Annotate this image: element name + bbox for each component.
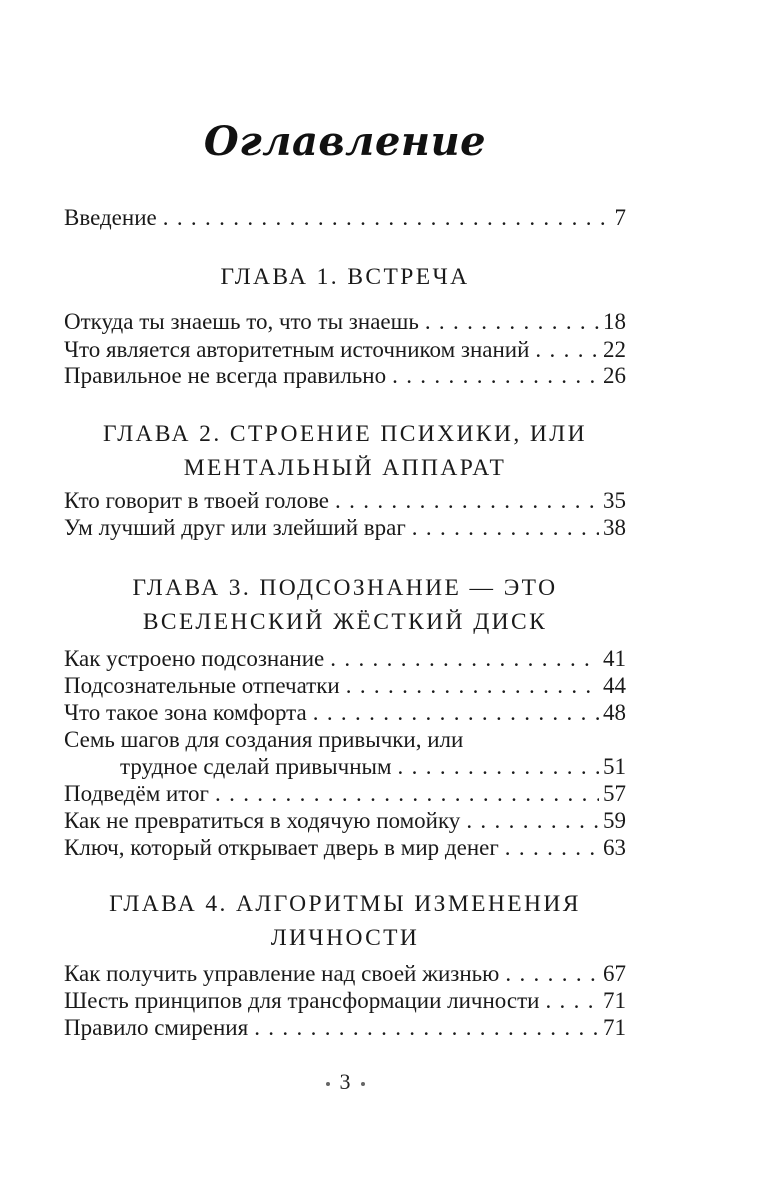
dot-leader (425, 308, 599, 336)
toc-entry-label: Введение (64, 205, 157, 230)
toc-entry[interactable]: Кто говорит в твоей голове . . . 35 (64, 487, 626, 515)
toc-entry[interactable]: Правило смирения . . . 71 (64, 1014, 626, 1042)
toc-entry[interactable]: Правильное не всегда правильно . . . 26 (64, 362, 626, 390)
toc-entry-line1[interactable]: Семь шагов для создания привычки, или (64, 727, 464, 752)
dot-leader (412, 514, 599, 542)
bullet-dot-icon (326, 1082, 330, 1086)
dot-leader (335, 487, 599, 515)
toc-entry-intro[interactable] (64, 204, 626, 232)
toc-entry[interactable]: Как не превратиться в ходячую помойку . . . 59 (64, 807, 626, 835)
dot-leader (215, 780, 599, 808)
toc-entry[interactable]: Подсознательные отпечатки . . . 44 (64, 672, 626, 700)
dot-leader (313, 699, 599, 727)
toc-entry[interactable]: Шесть принципов для трансформации личности . . . 71 (64, 987, 626, 1015)
toc-title: Оглавление (203, 118, 487, 165)
toc-entry-page: 7 (614, 205, 626, 230)
chapter-heading-3: ГЛАВА 3. ПОДСОЗНАНИЕ — ЭТО ВСЕЛЕНСКИЙ ЖЁСТКИЙ ДИСК (132, 575, 558, 635)
dot-leader (254, 1014, 599, 1042)
dot-leader (398, 753, 599, 781)
chapter-heading-4: ГЛАВА 4. АЛГОРИТМЫ ИЗМЕНЕНИЯ ЛИЧНОСТИ (109, 891, 581, 951)
toc-entry[interactable]: Откуда ты знаешь то, что ты знаешь . . . 18 (64, 308, 626, 336)
toc-entry[interactable]: Как устроено подсознание . . . 41 (64, 645, 626, 673)
toc-entry[interactable]: трудное сделай привычным . . . 51 (64, 753, 626, 781)
dot-leader (346, 672, 599, 700)
dot-leader (330, 645, 599, 673)
dot-leader (545, 987, 599, 1015)
chapter-heading-2: ГЛАВА 2. СТРОЕНИЕ ПСИХИКИ, ИЛИ МЕНТАЛЬНЫЙ АППАРАТ (103, 421, 587, 481)
dot-leader (466, 807, 599, 835)
dot-leader (392, 362, 599, 390)
dot-leader (505, 834, 599, 862)
toc-entry[interactable]: Что является авторитетным источником знаний . . . 22 (64, 336, 626, 364)
bullet-dot-icon (361, 1082, 365, 1086)
toc-entry[interactable]: Как получить управление над своей жизнью . . . 67 (64, 960, 626, 988)
dot-leader (163, 204, 611, 232)
toc-entry[interactable]: Что такое зона комфорта . . . 48 (64, 699, 626, 727)
dot-leader (505, 960, 599, 988)
page-number: 3 (64, 1069, 626, 1095)
toc-entry[interactable]: Подведём итог . . . 57 (64, 780, 626, 808)
dot-leader (535, 336, 599, 364)
toc-page (64, 0, 626, 1200)
chapter-heading-1: ГЛАВА 1. ВСТРЕЧА (220, 264, 470, 290)
toc-entry[interactable]: Ум лучший друг или злейший враг . . . 38 (64, 514, 626, 542)
toc-entry[interactable]: Ключ, который открывает дверь в мир денег . . . 63 (64, 834, 626, 862)
